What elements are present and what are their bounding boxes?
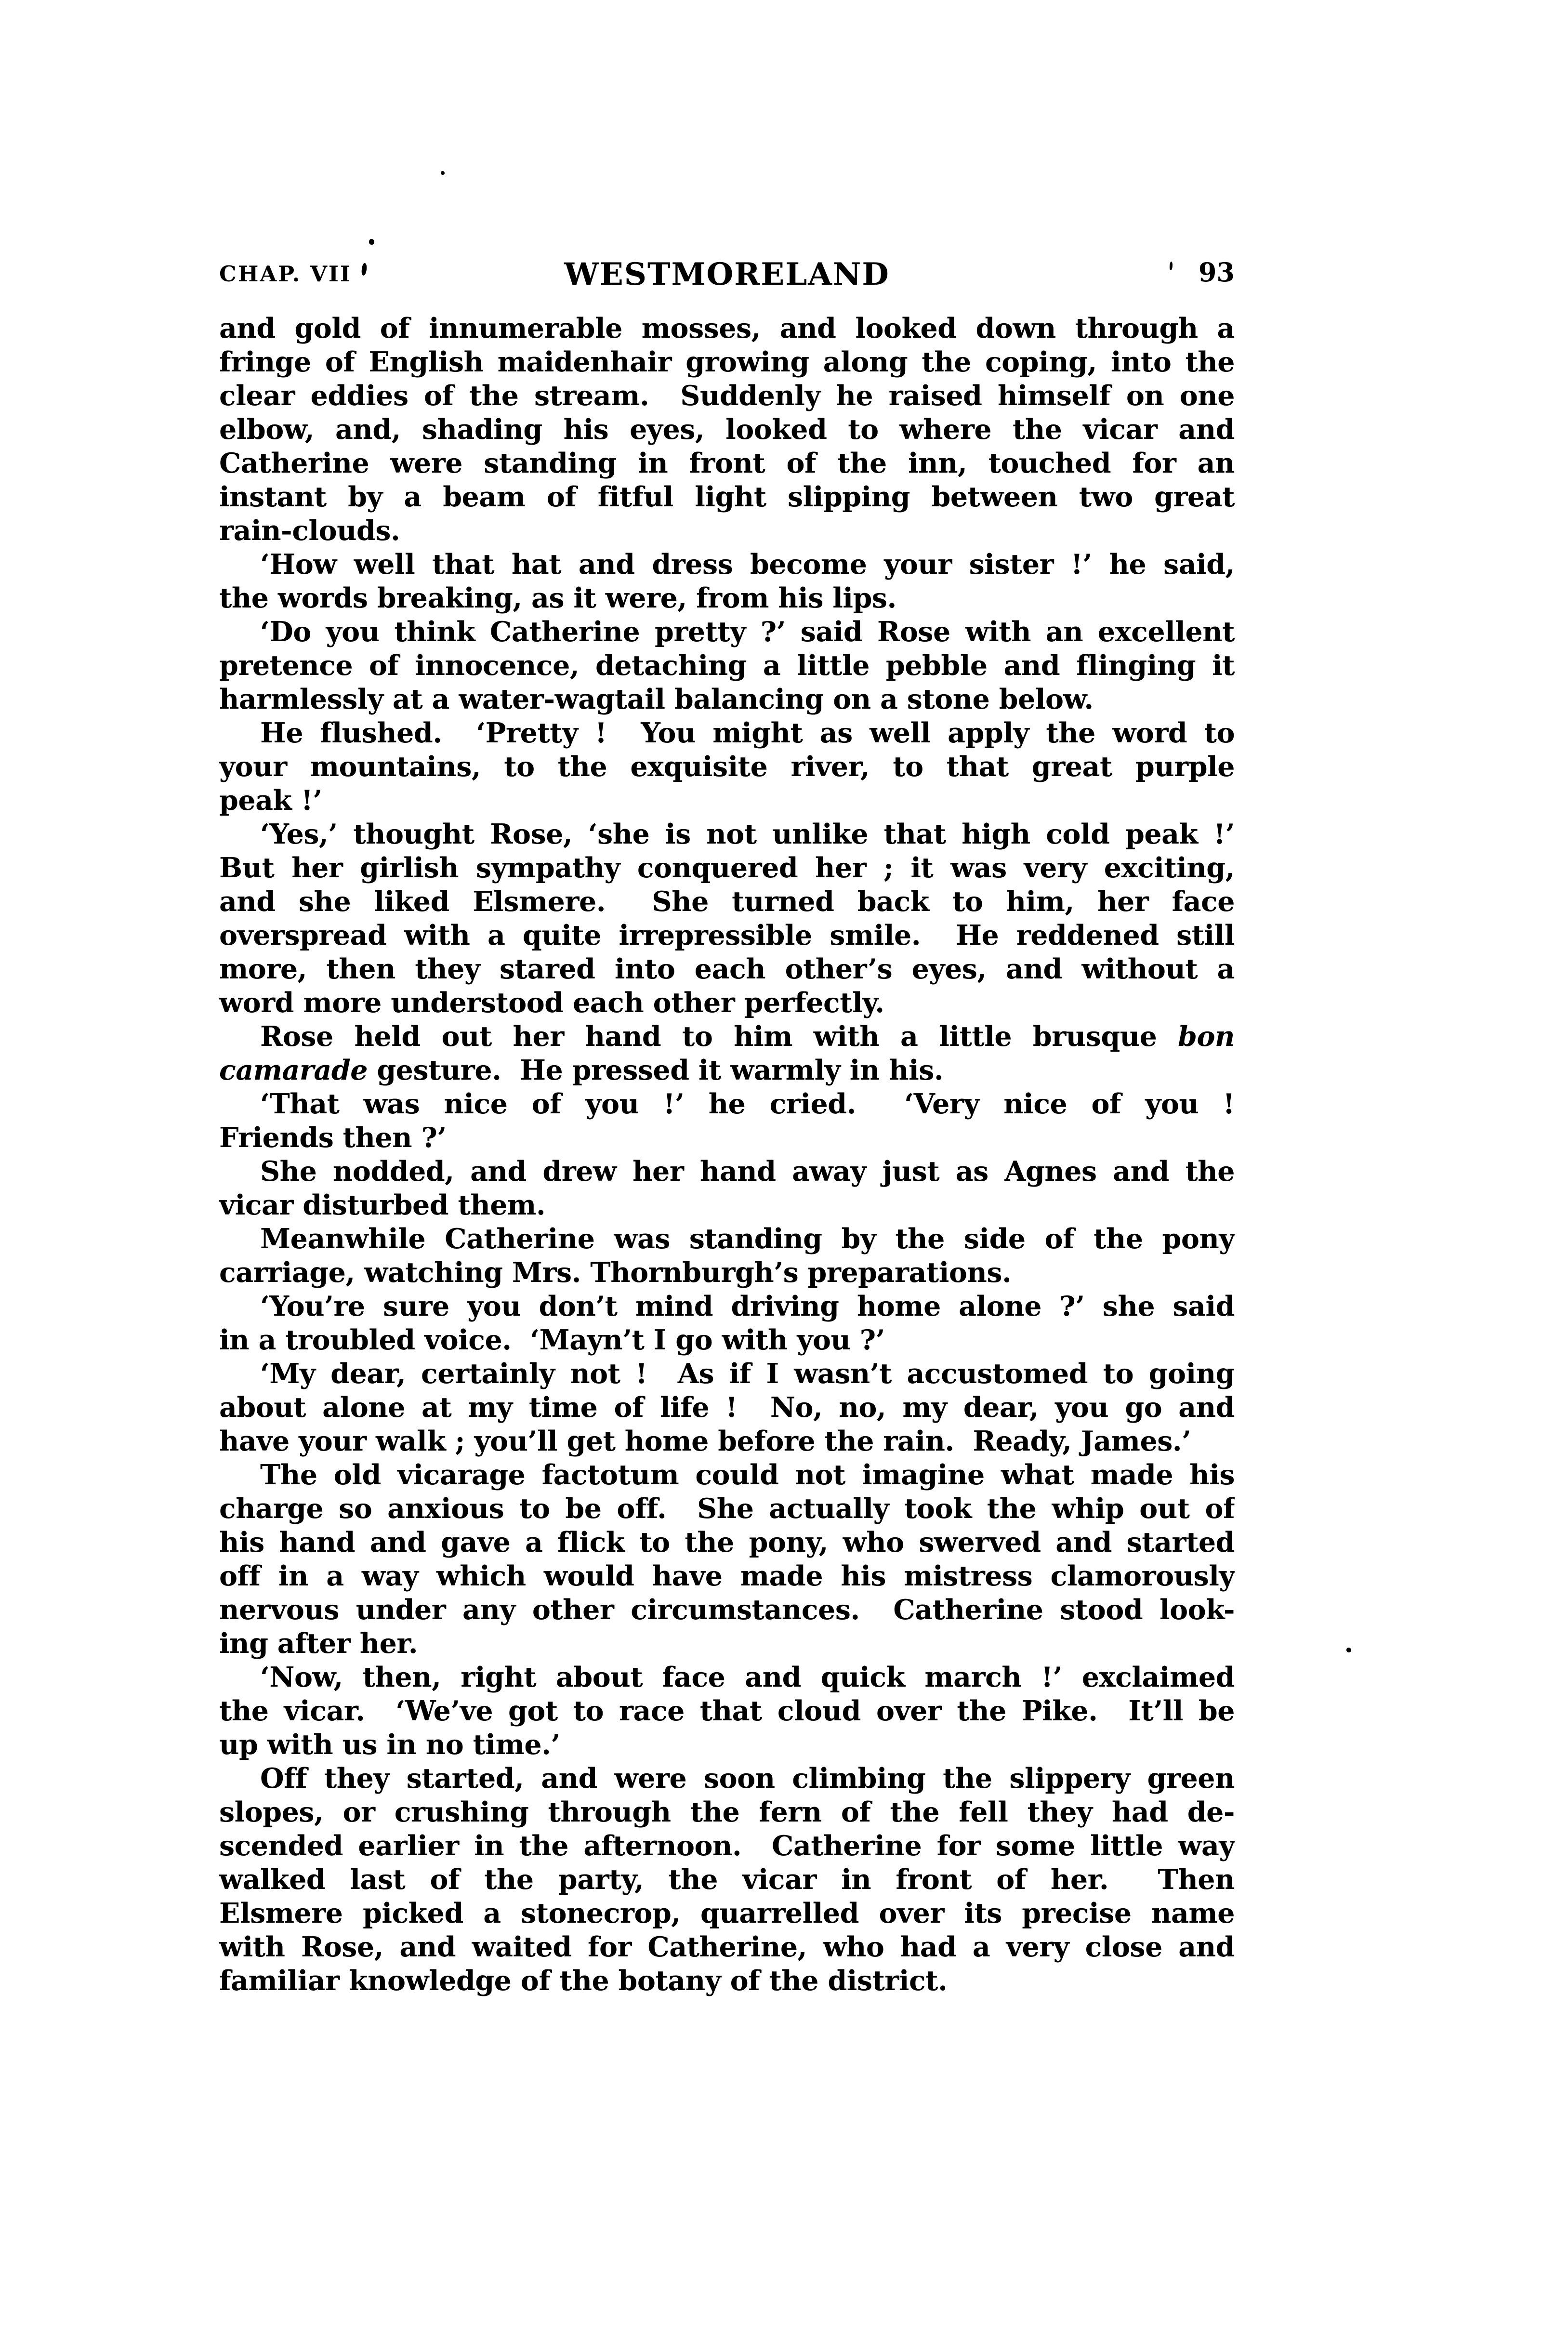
text-segment: the vicar. ‘We’ve got to race that cloud over the Pike. It’ll be bbox=[219, 1695, 1235, 1727]
text-segment: overspread with a quite irrepressible smile. He reddened still bbox=[219, 919, 1235, 951]
text-segment: his hand and gave a flick to the pony, who swerved and started bbox=[219, 1526, 1235, 1558]
text-segment: Rose held out her hand to him with a little brusque bbox=[260, 1020, 1178, 1053]
text-line bbox=[219, 1559, 1235, 1593]
text-segment: ‘Yes,’ thought Rose, ‘she is not unlike that high cold peak !’ bbox=[260, 818, 1235, 850]
text-segment: charge so anxious to be off. She actually took the whip out of bbox=[219, 1492, 1235, 1525]
text-line bbox=[219, 1930, 1235, 1964]
paragraph bbox=[219, 1087, 1235, 1155]
text-segment: scended earlier in the afternoon. Catherine for some little way bbox=[219, 1830, 1235, 1862]
text-segment: harmlessly at a water-wagtail balancing on a stone below. bbox=[219, 683, 1094, 715]
text-segment: ‘My dear, certainly not ! As if I wasn’t accustomed to going bbox=[260, 1358, 1235, 1390]
text-segment: in a troubled voice. ‘Mayn’t I go with you ?’ bbox=[219, 1324, 885, 1356]
text-segment: Catherine were standing in front of the inn, touched for an bbox=[219, 447, 1235, 479]
paragraph bbox=[219, 1020, 1235, 1087]
text-line bbox=[219, 919, 1235, 952]
text-segment: peak !’ bbox=[219, 784, 322, 817]
text-line bbox=[219, 1694, 1235, 1728]
text-line bbox=[219, 312, 1235, 345]
paragraph bbox=[219, 1357, 1235, 1458]
text-line bbox=[219, 1964, 1235, 1998]
text-line bbox=[219, 750, 1235, 784]
text-segment: She nodded, and drew her hand away just as Agnes and the bbox=[260, 1155, 1235, 1188]
text-line bbox=[219, 480, 1235, 514]
text-line bbox=[219, 1222, 1235, 1256]
text-line bbox=[219, 379, 1235, 413]
paragraph bbox=[219, 312, 1235, 548]
text-line bbox=[219, 1796, 1235, 1829]
text-segment: the words breaking, as it were, from his lips. bbox=[219, 582, 896, 614]
text-line bbox=[219, 986, 1235, 1020]
paragraph bbox=[219, 818, 1235, 1020]
text-line bbox=[219, 1458, 1235, 1492]
running-title: WESTMORELAND bbox=[564, 256, 890, 292]
ink-speck bbox=[369, 238, 375, 245]
text-segment: elbow, and, shading his eyes, looked to where the vicar and bbox=[219, 413, 1235, 446]
text-line bbox=[219, 1256, 1235, 1290]
text-line bbox=[219, 716, 1235, 750]
text-line bbox=[219, 1829, 1235, 1863]
text-line bbox=[219, 1627, 1235, 1661]
text-segment: ‘How well that hat and dress become your sister !’ he said, bbox=[260, 548, 1235, 581]
text-segment: Meanwhile Catherine was standing by the side of the pony bbox=[260, 1223, 1235, 1255]
text-segment: gesture. He pressed it warmly in his. bbox=[367, 1054, 944, 1086]
text-segment: Elsmere picked a stonecrop, quarrelled over its precise name bbox=[219, 1897, 1235, 1929]
paragraph bbox=[219, 1762, 1235, 1998]
chapter-label: CHAP. VII bbox=[219, 261, 352, 287]
text-segment: rain-clouds. bbox=[219, 515, 400, 547]
text-segment: slopes, or crushing through the fern of the fell they had de- bbox=[219, 1796, 1235, 1828]
page-number: 93 bbox=[1198, 257, 1235, 288]
text-line bbox=[219, 1054, 1235, 1087]
paragraph bbox=[219, 548, 1235, 615]
text-line bbox=[219, 548, 1235, 581]
paragraph bbox=[219, 1155, 1235, 1222]
text-segment: ing after her. bbox=[219, 1627, 418, 1660]
text-segment: ‘Now, then, right about face and quick march !’ exclaimed bbox=[260, 1661, 1235, 1693]
paragraph bbox=[219, 1458, 1235, 1661]
text-line bbox=[219, 1762, 1235, 1796]
page-body bbox=[219, 312, 1235, 1998]
text-segment: instant by a beam of fitful light slipping between two great bbox=[219, 481, 1235, 513]
paragraph bbox=[219, 1290, 1235, 1357]
text-line bbox=[219, 1188, 1235, 1222]
italic-text-segment: bon bbox=[1178, 1020, 1235, 1053]
text-segment: walked last of the party, the vicar in front of her. Then bbox=[219, 1863, 1235, 1896]
text-line bbox=[219, 1121, 1235, 1155]
ink-speck bbox=[1346, 1648, 1351, 1652]
text-segment: clear eddies of the stream. Suddenly he raised himself on one bbox=[219, 380, 1235, 412]
text-line bbox=[219, 615, 1235, 649]
text-segment: off in a way which would have made his mistress clamorously bbox=[219, 1560, 1235, 1592]
text-line bbox=[219, 1526, 1235, 1559]
text-line bbox=[219, 581, 1235, 615]
paragraph bbox=[219, 1222, 1235, 1290]
paragraph bbox=[219, 716, 1235, 818]
text-line bbox=[219, 1155, 1235, 1188]
text-line bbox=[219, 1290, 1235, 1323]
text-line bbox=[219, 683, 1235, 716]
text-line bbox=[219, 1425, 1235, 1458]
text-segment: But her girlish sympathy conquered her ; it was very exciting, bbox=[219, 852, 1235, 884]
text-line bbox=[219, 447, 1235, 480]
text-line bbox=[219, 649, 1235, 683]
text-line bbox=[219, 1728, 1235, 1762]
text-segment: Friends then ?’ bbox=[219, 1122, 447, 1154]
text-line bbox=[219, 1087, 1235, 1121]
text-line bbox=[219, 885, 1235, 919]
text-line bbox=[219, 1357, 1235, 1391]
paragraph bbox=[219, 1661, 1235, 1762]
text-line bbox=[219, 952, 1235, 986]
text-line bbox=[219, 413, 1235, 447]
text-segment: carriage, watching Mrs. Thornburgh’s preparations. bbox=[219, 1256, 1012, 1289]
running-header bbox=[219, 256, 1235, 292]
text-segment: more, then they stared into each other’s eyes, and without a bbox=[219, 953, 1235, 985]
text-segment: your mountains, to the exquisite river, to that great purple bbox=[219, 751, 1235, 783]
text-line bbox=[219, 1391, 1235, 1425]
paragraph bbox=[219, 615, 1235, 716]
text-segment: vicar disturbed them. bbox=[219, 1189, 546, 1221]
text-segment: ‘Do you think Catherine pretty ?’ said Rose with an excellent bbox=[260, 616, 1235, 648]
text-line bbox=[219, 818, 1235, 851]
text-line bbox=[219, 1492, 1235, 1526]
text-segment: ‘That was nice of you !’ he cried. ‘Very nice of you ! bbox=[260, 1088, 1235, 1120]
text-segment: word more understood each other perfectly. bbox=[219, 987, 884, 1019]
text-line bbox=[219, 851, 1235, 885]
text-line bbox=[219, 1661, 1235, 1694]
text-segment: ‘You’re sure you don’t mind driving home alone ?’ she said bbox=[260, 1290, 1235, 1322]
text-line bbox=[219, 1593, 1235, 1627]
text-segment: He flushed. ‘Pretty ! You might as well apply the word to bbox=[260, 717, 1235, 749]
text-segment: nervous under any other circumstances. Catherine stood look- bbox=[219, 1594, 1235, 1626]
text-line bbox=[219, 1863, 1235, 1897]
text-line bbox=[219, 1897, 1235, 1930]
text-line bbox=[219, 1020, 1235, 1054]
text-segment: and gold of innumerable mosses, and looked down through a bbox=[219, 312, 1235, 344]
text-line bbox=[219, 345, 1235, 379]
text-line bbox=[219, 514, 1235, 548]
text-segment: fringe of English maidenhair growing along the coping, into the bbox=[219, 346, 1235, 378]
text-segment: familiar knowledge of the botany of the district. bbox=[219, 1965, 948, 1997]
text-segment: about alone at my time of life ! No, no, my dear, you go and bbox=[219, 1391, 1235, 1424]
text-segment: have your walk ; you’ll get home before the rain. Ready, James.’ bbox=[219, 1425, 1191, 1457]
italic-text-segment: camarade bbox=[219, 1054, 368, 1086]
text-segment: Off they started, and were soon climbing the slippery green bbox=[260, 1762, 1235, 1795]
text-line bbox=[219, 784, 1235, 818]
text-segment: The old vicarage factotum could not imagine what made his bbox=[260, 1459, 1235, 1491]
ink-speck bbox=[441, 171, 445, 175]
text-segment: with Rose, and waited for Catherine, who had a very close and bbox=[219, 1931, 1235, 1963]
text-segment: up with us in no time.’ bbox=[219, 1729, 560, 1761]
text-line bbox=[219, 1323, 1235, 1357]
text-segment: and she liked Elsmere. She turned back to him, her face bbox=[219, 885, 1235, 918]
text-segment: pretence of innocence, detaching a little pebble and flinging it bbox=[219, 649, 1235, 682]
